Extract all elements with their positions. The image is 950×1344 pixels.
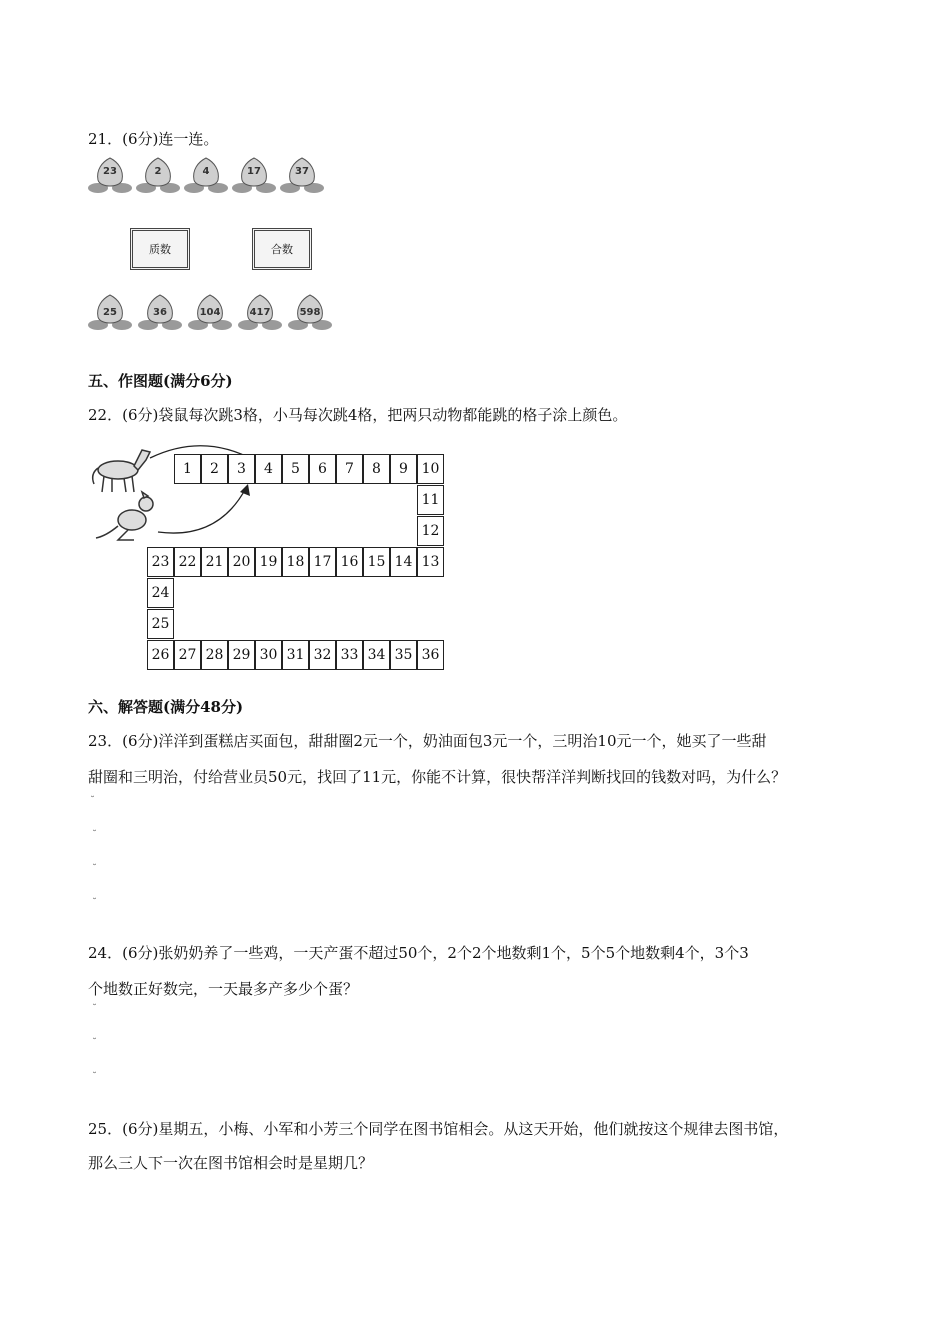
q23-line2: 甜圈和三明治，付给营业员50元，找回了11元，你能不计算，很快帮洋洋判断找回的钱数对吗，为什么？ — [88, 768, 787, 786]
q25-line1: 25．(6分)星期五，小梅、小军和小芳三个同学在图书馆相会。从这天开始，他们就按这个规律去图书馆， — [88, 1120, 789, 1138]
composite-box-label: 合数 — [271, 243, 293, 256]
grid-cell[interactable]: 9 — [390, 454, 417, 484]
paragraph-mark: ˘ — [92, 1004, 97, 1015]
grid-cell[interactable]: 15 — [363, 547, 390, 577]
peach-number: 598 — [299, 307, 321, 318]
grid-cell[interactable]: 2 — [201, 454, 228, 484]
paragraph-mark: ˘ — [92, 864, 97, 875]
horse-icon — [93, 450, 150, 492]
peach-number: 36 — [153, 307, 167, 318]
grid-cell[interactable]: 21 — [201, 547, 228, 577]
peach-item[interactable] — [232, 156, 276, 196]
grid-cell[interactable]: 1 — [174, 454, 201, 484]
grid-cell[interactable]: 20 — [228, 547, 255, 577]
prime-box[interactable] — [130, 228, 190, 270]
grid-cell[interactable]: 32 — [309, 640, 336, 670]
paragraph-mark: ˘ — [92, 898, 97, 909]
peach-item[interactable] — [88, 156, 132, 196]
section6-heading: 六、解答题(满分48分) — [88, 698, 244, 716]
peach-number: 104 — [199, 307, 221, 318]
grid-cell[interactable]: 3 — [228, 454, 255, 484]
peach-number: 417 — [249, 307, 271, 318]
grid-cell[interactable]: 33 — [336, 640, 363, 670]
peach-item[interactable] — [136, 156, 180, 196]
peach-item[interactable] — [184, 156, 228, 196]
kangaroo-icon — [96, 492, 153, 540]
grid-cell[interactable]: 26 — [147, 640, 174, 670]
grid-cell[interactable]: 25 — [147, 609, 174, 639]
peach-item[interactable] — [88, 293, 132, 333]
grid-cell[interactable]: 31 — [282, 640, 309, 670]
peach-number: 25 — [103, 307, 117, 318]
grid-cell[interactable]: 7 — [336, 454, 363, 484]
grid-cell[interactable]: 29 — [228, 640, 255, 670]
kangaroo-jump-arrow — [158, 488, 246, 533]
grid-cell[interactable]: 34 — [363, 640, 390, 670]
grid-cell[interactable]: 30 — [255, 640, 282, 670]
paragraph-mark: ˘ — [92, 1038, 97, 1049]
grid-cell[interactable]: 17 — [309, 547, 336, 577]
grid-cell[interactable]: 35 — [390, 640, 417, 670]
grid-cell[interactable]: 8 — [363, 454, 390, 484]
grid-cell[interactable]: 19 — [255, 547, 282, 577]
grid-cell[interactable]: 10 — [417, 454, 444, 484]
grid-cell[interactable]: 4 — [255, 454, 282, 484]
peach-item[interactable] — [288, 293, 332, 333]
grid-cell[interactable]: 11 — [417, 485, 444, 515]
q24-line2: 个地数正好数完，一天最多产多少个蛋？ — [88, 980, 359, 998]
peach-item[interactable] — [138, 293, 182, 333]
grid-cell[interactable]: 18 — [282, 547, 309, 577]
grid-cell[interactable]: 12 — [417, 516, 444, 546]
peach-number: 23 — [103, 166, 117, 177]
section5-heading: 五、作图题(满分6分) — [88, 372, 233, 390]
grid-cell[interactable]: 24 — [147, 578, 174, 608]
peach-row-bottom — [88, 293, 332, 333]
peach-item[interactable] — [188, 293, 232, 333]
paragraph-mark: ˘ — [92, 1072, 97, 1083]
q21-title: 21．(6分)连一连。 — [88, 130, 219, 148]
grid-cell[interactable]: 16 — [336, 547, 363, 577]
peach-number: 17 — [247, 166, 261, 177]
q23-line1: 23．(6分)洋洋到蛋糕店买面包，甜甜圈2元一个，奶油面包3元一个，三明治10元一个，她买了一些甜 — [88, 732, 767, 750]
paragraph-mark: ˘ — [90, 796, 95, 807]
grid-cell[interactable]: 13 — [417, 547, 444, 577]
grid-cell[interactable]: 14 — [390, 547, 417, 577]
grid-cell[interactable]: 23 — [147, 547, 174, 577]
grid-cell[interactable]: 6 — [309, 454, 336, 484]
kangaroo-arrow-head — [240, 484, 250, 496]
grid-cell[interactable]: 27 — [174, 640, 201, 670]
grid-cell[interactable]: 36 — [417, 640, 444, 670]
paragraph-mark: ˘ — [92, 830, 97, 841]
grid-cell[interactable]: 28 — [201, 640, 228, 670]
peach-number: 4 — [202, 166, 210, 177]
peach-number: 2 — [154, 166, 162, 177]
peach-row-top — [88, 156, 324, 196]
grid-cell[interactable]: 22 — [174, 547, 201, 577]
q24-line1: 24．(6分)张奶奶养了一些鸡，一天产蛋不超过50个，2个2个地数剩1个，5个5个地数剩4个，3个3 — [88, 944, 749, 962]
grid-cell[interactable]: 5 — [282, 454, 309, 484]
peach-item[interactable] — [280, 156, 324, 196]
peach-number: 37 — [295, 166, 309, 177]
q22-title: 22．(6分)袋鼠每次跳3格，小马每次跳4格，把两只动物都能跳的格子涂上颜色。 — [88, 406, 628, 424]
peach-item[interactable] — [238, 293, 282, 333]
composite-box[interactable] — [252, 228, 312, 270]
q25-line2: 那么三人下一次在图书馆相会时是星期几？ — [88, 1154, 374, 1172]
prime-box-label: 质数 — [149, 243, 171, 256]
